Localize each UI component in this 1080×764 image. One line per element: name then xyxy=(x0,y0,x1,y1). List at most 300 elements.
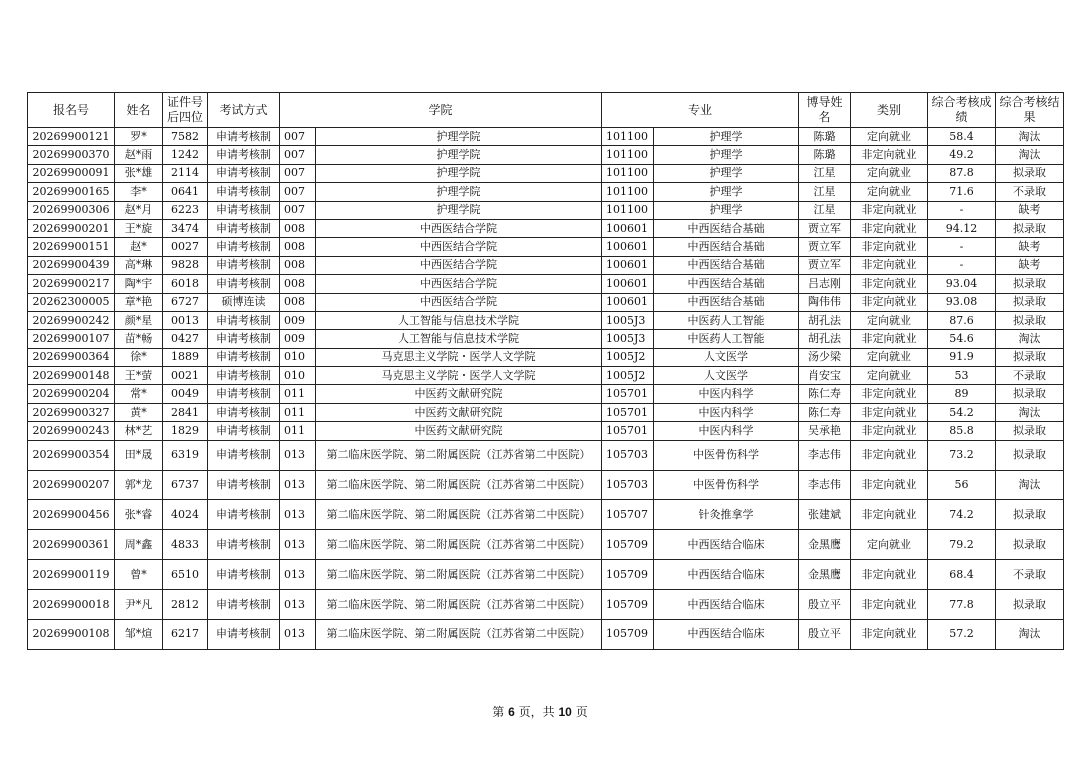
table-row xyxy=(28,275,1064,293)
cell-method: 申请考核制 xyxy=(208,590,280,620)
cell-name: 赵* xyxy=(115,238,163,256)
cell-score: 49.2 xyxy=(928,146,996,164)
cell-major-code: 100601 xyxy=(602,293,654,311)
cell-college: 护理学院 xyxy=(316,164,602,182)
cell-id: 20269900242 xyxy=(28,311,115,329)
cell-method: 申请考核制 xyxy=(208,500,280,530)
cell-advisor: 江星 xyxy=(799,164,851,182)
cell-score: 79.2 xyxy=(928,530,996,560)
cell-advisor: 陈仁寿 xyxy=(799,403,851,421)
table-row xyxy=(28,238,1064,256)
cell-major-code: 1005J2 xyxy=(602,367,654,385)
cell-major-code: 105701 xyxy=(602,422,654,440)
table-row xyxy=(28,146,1064,164)
cell-major-code: 100601 xyxy=(602,238,654,256)
cell-advisor: 陈璐 xyxy=(799,146,851,164)
cell-major-code: 1005J2 xyxy=(602,348,654,366)
cell-method: 申请考核制 xyxy=(208,201,280,219)
cell-method: 申请考核制 xyxy=(208,422,280,440)
footer-prefix: 第 xyxy=(492,705,505,719)
cell-advisor: 陈璐 xyxy=(799,128,851,146)
cell-id: 20269900018 xyxy=(28,590,115,620)
cell-major: 中医内科学 xyxy=(654,385,799,403)
cell-major: 人文医学 xyxy=(654,367,799,385)
cell-result: 拟录取 xyxy=(996,275,1064,293)
cell-name: 颜*星 xyxy=(115,311,163,329)
table-row xyxy=(28,348,1064,366)
cell-major: 中西医结合临床 xyxy=(654,530,799,560)
cell-college: 中医药文献研究院 xyxy=(316,403,602,421)
cell-id: 20269900354 xyxy=(28,440,115,470)
cell-method: 申请考核制 xyxy=(208,238,280,256)
cell-college-code: 013 xyxy=(280,619,316,649)
cell-major: 中西医结合基础 xyxy=(654,238,799,256)
cell-score: 85.8 xyxy=(928,422,996,440)
cell-id: 20269900091 xyxy=(28,164,115,182)
cell-advisor: 贾立军 xyxy=(799,219,851,237)
cell-category: 非定向就业 xyxy=(851,293,928,311)
cell-college-code: 011 xyxy=(280,385,316,403)
cell-advisor: 金黑鹰 xyxy=(799,560,851,590)
table-row xyxy=(28,311,1064,329)
cell-advisor: 肖安宝 xyxy=(799,367,851,385)
table-row xyxy=(28,367,1064,385)
cell-major-code: 101100 xyxy=(602,128,654,146)
cell-result: 缺考 xyxy=(996,238,1064,256)
cell-category: 非定向就业 xyxy=(851,146,928,164)
cell-college: 第二临床医学院、第二附属医院（江苏省第二中医院） xyxy=(316,500,602,530)
cell-result: 拟录取 xyxy=(996,422,1064,440)
cell-major-code: 105701 xyxy=(602,385,654,403)
table-row xyxy=(28,293,1064,311)
cell-college-code: 013 xyxy=(280,560,316,590)
table-row xyxy=(28,403,1064,421)
cell-id: 20262300005 xyxy=(28,293,115,311)
cell-category: 非定向就业 xyxy=(851,201,928,219)
cell-category: 非定向就业 xyxy=(851,560,928,590)
cell-advisor: 江星 xyxy=(799,201,851,219)
cell-id: 20269900327 xyxy=(28,403,115,421)
cell-college: 中西医结合学院 xyxy=(316,219,602,237)
cell-college-code: 008 xyxy=(280,219,316,237)
table-row xyxy=(28,330,1064,348)
cell-method: 申请考核制 xyxy=(208,560,280,590)
cell-advisor: 江星 xyxy=(799,183,851,201)
cell-result: 拟录取 xyxy=(996,219,1064,237)
cell-id: 20269900217 xyxy=(28,275,115,293)
cell-major: 中西医结合基础 xyxy=(654,256,799,274)
cell-result: 缺考 xyxy=(996,256,1064,274)
cell-college: 护理学院 xyxy=(316,183,602,201)
cell-major-code: 105703 xyxy=(602,440,654,470)
cell-major: 中医骨伤科学 xyxy=(654,470,799,500)
cell-college-code: 009 xyxy=(280,311,316,329)
cell-cert: 1889 xyxy=(163,348,208,366)
cell-major-code: 101100 xyxy=(602,146,654,164)
cell-major-code: 105709 xyxy=(602,590,654,620)
cell-score: 77.8 xyxy=(928,590,996,620)
cell-major: 针灸推拿学 xyxy=(654,500,799,530)
cell-college: 护理学院 xyxy=(316,146,602,164)
cell-name: 苗*畅 xyxy=(115,330,163,348)
cell-name: 高*琳 xyxy=(115,256,163,274)
cell-major-code: 105709 xyxy=(602,560,654,590)
cell-major-code: 105709 xyxy=(602,619,654,649)
header-result: 综合考核结果 xyxy=(996,93,1064,128)
cell-major: 中医药人工智能 xyxy=(654,311,799,329)
cell-id: 20269900151 xyxy=(28,238,115,256)
cell-advisor: 吕志刚 xyxy=(799,275,851,293)
cell-major: 中西医结合基础 xyxy=(654,293,799,311)
cell-category: 非定向就业 xyxy=(851,422,928,440)
cell-advisor: 李志伟 xyxy=(799,470,851,500)
cell-cert: 1829 xyxy=(163,422,208,440)
cell-college-code: 008 xyxy=(280,293,316,311)
cell-name: 常* xyxy=(115,385,163,403)
cell-college-code: 011 xyxy=(280,403,316,421)
cell-advisor: 贾立军 xyxy=(799,238,851,256)
cell-major-code: 105703 xyxy=(602,470,654,500)
cell-cert: 6510 xyxy=(163,560,208,590)
cell-category: 非定向就业 xyxy=(851,619,928,649)
header-major: 专业 xyxy=(602,93,799,128)
cell-advisor: 殷立平 xyxy=(799,590,851,620)
cell-result: 不录取 xyxy=(996,367,1064,385)
cell-major: 中西医结合临床 xyxy=(654,560,799,590)
header-category: 类别 xyxy=(851,93,928,128)
cell-cert: 0021 xyxy=(163,367,208,385)
cell-college: 马克思主义学院・医学人文学院 xyxy=(316,367,602,385)
cell-score: - xyxy=(928,238,996,256)
cell-name: 邹*煊 xyxy=(115,619,163,649)
cell-method: 申请考核制 xyxy=(208,183,280,201)
cell-name: 尹*凡 xyxy=(115,590,163,620)
cell-college-code: 007 xyxy=(280,128,316,146)
cell-name: 王*旋 xyxy=(115,219,163,237)
cell-advisor: 李志伟 xyxy=(799,440,851,470)
cell-college-code: 009 xyxy=(280,330,316,348)
cell-result: 淘汰 xyxy=(996,128,1064,146)
cell-cert: 4024 xyxy=(163,500,208,530)
page-footer xyxy=(0,703,1080,720)
cell-name: 王*萤 xyxy=(115,367,163,385)
cell-advisor: 殷立平 xyxy=(799,619,851,649)
cell-category: 定向就业 xyxy=(851,128,928,146)
cell-category: 定向就业 xyxy=(851,183,928,201)
cell-major-code: 1005J3 xyxy=(602,311,654,329)
cell-score: - xyxy=(928,256,996,274)
cell-advisor: 吴承艳 xyxy=(799,422,851,440)
cell-cert: 6223 xyxy=(163,201,208,219)
cell-score: 56 xyxy=(928,470,996,500)
cell-id: 20269900456 xyxy=(28,500,115,530)
cell-score: 94.12 xyxy=(928,219,996,237)
cell-name: 林*艺 xyxy=(115,422,163,440)
cell-id: 20269900201 xyxy=(28,219,115,237)
cell-college-code: 013 xyxy=(280,440,316,470)
cell-college: 第二临床医学院、第二附属医院（江苏省第二中医院） xyxy=(316,560,602,590)
cell-score: 93.08 xyxy=(928,293,996,311)
cell-result: 拟录取 xyxy=(996,385,1064,403)
cell-id: 20269900148 xyxy=(28,367,115,385)
cell-category: 非定向就业 xyxy=(851,219,928,237)
cell-method: 申请考核制 xyxy=(208,164,280,182)
cell-college: 中医药文献研究院 xyxy=(316,385,602,403)
cell-category: 非定向就业 xyxy=(851,440,928,470)
cell-id: 20269900439 xyxy=(28,256,115,274)
cell-category: 非定向就业 xyxy=(851,470,928,500)
cell-name: 田*晟 xyxy=(115,440,163,470)
cell-method: 申请考核制 xyxy=(208,440,280,470)
cell-score: 73.2 xyxy=(928,440,996,470)
cell-method: 申请考核制 xyxy=(208,330,280,348)
cell-cert: 6319 xyxy=(163,440,208,470)
cell-category: 非定向就业 xyxy=(851,256,928,274)
cell-id: 20269900107 xyxy=(28,330,115,348)
cell-college-code: 007 xyxy=(280,201,316,219)
cell-method: 申请考核制 xyxy=(208,219,280,237)
cell-major-code: 100601 xyxy=(602,275,654,293)
cell-result: 不录取 xyxy=(996,183,1064,201)
cell-cert: 6727 xyxy=(163,293,208,311)
header-cert: 证件号后四位 xyxy=(163,93,208,128)
cell-result: 拟录取 xyxy=(996,293,1064,311)
cell-college: 中西医结合学院 xyxy=(316,256,602,274)
cell-advisor: 汤少梁 xyxy=(799,348,851,366)
cell-college-code: 007 xyxy=(280,146,316,164)
cell-major: 中医骨伤科学 xyxy=(654,440,799,470)
cell-major: 人文医学 xyxy=(654,348,799,366)
cell-cert: 3474 xyxy=(163,219,208,237)
cell-cert: 0427 xyxy=(163,330,208,348)
cell-advisor: 贾立军 xyxy=(799,256,851,274)
cell-college: 护理学院 xyxy=(316,128,602,146)
cell-major: 护理学 xyxy=(654,183,799,201)
cell-major: 中医内科学 xyxy=(654,422,799,440)
table-header-row xyxy=(28,93,1064,128)
cell-method: 申请考核制 xyxy=(208,128,280,146)
cell-name: 张*雄 xyxy=(115,164,163,182)
cell-score: 87.6 xyxy=(928,311,996,329)
cell-result: 淘汰 xyxy=(996,146,1064,164)
cell-major: 护理学 xyxy=(654,201,799,219)
table-row xyxy=(28,201,1064,219)
cell-college: 护理学院 xyxy=(316,201,602,219)
cell-cert: 2812 xyxy=(163,590,208,620)
table-row xyxy=(28,470,1064,500)
cell-score: 54.2 xyxy=(928,403,996,421)
cell-result: 拟录取 xyxy=(996,500,1064,530)
cell-cert: 0013 xyxy=(163,311,208,329)
table-row xyxy=(28,530,1064,560)
table-row xyxy=(28,422,1064,440)
cell-method: 申请考核制 xyxy=(208,275,280,293)
cell-category: 定向就业 xyxy=(851,530,928,560)
cell-cert: 1242 xyxy=(163,146,208,164)
cell-college-code: 013 xyxy=(280,500,316,530)
cell-college: 第二临床医学院、第二附属医院（江苏省第二中医院） xyxy=(316,530,602,560)
cell-score: 74.2 xyxy=(928,500,996,530)
cell-major: 中西医结合基础 xyxy=(654,275,799,293)
table-row xyxy=(28,183,1064,201)
cell-score: 87.8 xyxy=(928,164,996,182)
cell-method: 申请考核制 xyxy=(208,470,280,500)
cell-method: 申请考核制 xyxy=(208,146,280,164)
cell-name: 曾* xyxy=(115,560,163,590)
cell-cert: 6217 xyxy=(163,619,208,649)
cell-name: 张*睿 xyxy=(115,500,163,530)
cell-advisor: 陈仁寿 xyxy=(799,385,851,403)
table-row xyxy=(28,560,1064,590)
cell-result: 拟录取 xyxy=(996,440,1064,470)
cell-name: 赵*雨 xyxy=(115,146,163,164)
table-row xyxy=(28,256,1064,274)
cell-score: 57.2 xyxy=(928,619,996,649)
cell-score: 54.6 xyxy=(928,330,996,348)
cell-cert: 2841 xyxy=(163,403,208,421)
cell-college: 人工智能与信息技术学院 xyxy=(316,311,602,329)
cell-cert: 0641 xyxy=(163,183,208,201)
cell-college: 中医药文献研究院 xyxy=(316,422,602,440)
cell-score: - xyxy=(928,201,996,219)
cell-name: 赵*月 xyxy=(115,201,163,219)
cell-result: 不录取 xyxy=(996,560,1064,590)
cell-id: 20269900119 xyxy=(28,560,115,590)
cell-category: 定向就业 xyxy=(851,311,928,329)
cell-name: 陶*宇 xyxy=(115,275,163,293)
table-row xyxy=(28,219,1064,237)
cell-name: 章*艳 xyxy=(115,293,163,311)
header-score: 综合考核成绩 xyxy=(928,93,996,128)
cell-major-code: 100601 xyxy=(602,256,654,274)
cell-category: 定向就业 xyxy=(851,348,928,366)
cell-score: 68.4 xyxy=(928,560,996,590)
cell-name: 周*鑫 xyxy=(115,530,163,560)
cell-method: 申请考核制 xyxy=(208,367,280,385)
cell-college: 中西医结合学院 xyxy=(316,238,602,256)
table-row xyxy=(28,164,1064,182)
cell-cert: 0049 xyxy=(163,385,208,403)
cell-cert: 7582 xyxy=(163,128,208,146)
cell-name: 黄* xyxy=(115,403,163,421)
cell-advisor: 金黑鹰 xyxy=(799,530,851,560)
footer-total-pages: 10 xyxy=(558,705,572,719)
cell-major: 护理学 xyxy=(654,164,799,182)
cell-result: 缺考 xyxy=(996,201,1064,219)
cell-category: 非定向就业 xyxy=(851,330,928,348)
cell-result: 淘汰 xyxy=(996,619,1064,649)
cell-result: 拟录取 xyxy=(996,348,1064,366)
cell-name: 郭*龙 xyxy=(115,470,163,500)
cell-advisor: 胡孔法 xyxy=(799,330,851,348)
cell-college-code: 013 xyxy=(280,590,316,620)
cell-category: 非定向就业 xyxy=(851,275,928,293)
cell-college-code: 010 xyxy=(280,367,316,385)
cell-college: 马克思主义学院・医学人文学院 xyxy=(316,348,602,366)
footer-middle: 页，共 xyxy=(518,705,555,719)
cell-cert: 0027 xyxy=(163,238,208,256)
cell-category: 定向就业 xyxy=(851,367,928,385)
cell-id: 20269900370 xyxy=(28,146,115,164)
cell-major-code: 101100 xyxy=(602,183,654,201)
cell-major: 中医药人工智能 xyxy=(654,330,799,348)
cell-major-code: 1005J3 xyxy=(602,330,654,348)
cell-method: 申请考核制 xyxy=(208,385,280,403)
cell-score: 89 xyxy=(928,385,996,403)
cell-college-code: 007 xyxy=(280,183,316,201)
footer-suffix: 页 xyxy=(575,705,588,719)
cell-major: 中西医结合临床 xyxy=(654,619,799,649)
cell-category: 非定向就业 xyxy=(851,403,928,421)
cell-name: 罗* xyxy=(115,128,163,146)
cell-score: 91.9 xyxy=(928,348,996,366)
cell-method: 申请考核制 xyxy=(208,256,280,274)
cell-college: 中西医结合学院 xyxy=(316,275,602,293)
header-method: 考试方式 xyxy=(208,93,280,128)
cell-college: 第二临床医学院、第二附属医院（江苏省第二中医院） xyxy=(316,619,602,649)
cell-major-code: 105701 xyxy=(602,403,654,421)
cell-id: 20269900243 xyxy=(28,422,115,440)
cell-major-code: 105709 xyxy=(602,530,654,560)
table-row xyxy=(28,385,1064,403)
cell-score: 93.04 xyxy=(928,275,996,293)
cell-major: 中西医结合临床 xyxy=(654,590,799,620)
cell-advisor: 胡孔法 xyxy=(799,311,851,329)
cell-advisor: 张建斌 xyxy=(799,500,851,530)
cell-result: 拟录取 xyxy=(996,530,1064,560)
cell-id: 20269900361 xyxy=(28,530,115,560)
cell-category: 非定向就业 xyxy=(851,590,928,620)
cell-category: 非定向就业 xyxy=(851,385,928,403)
cell-result: 拟录取 xyxy=(996,590,1064,620)
cell-id: 20269900165 xyxy=(28,183,115,201)
cell-college: 第二临床医学院、第二附属医院（江苏省第二中医院） xyxy=(316,440,602,470)
cell-method: 硕博连读 xyxy=(208,293,280,311)
cell-college-code: 010 xyxy=(280,348,316,366)
cell-method: 申请考核制 xyxy=(208,403,280,421)
cell-college: 第二临床医学院、第二附属医院（江苏省第二中医院） xyxy=(316,590,602,620)
header-id: 报名号 xyxy=(28,93,115,128)
header-college: 学院 xyxy=(280,93,602,128)
cell-college-code: 008 xyxy=(280,275,316,293)
cell-major-code: 101100 xyxy=(602,201,654,219)
cell-major-code: 101100 xyxy=(602,164,654,182)
table-row xyxy=(28,128,1064,146)
cell-category: 非定向就业 xyxy=(851,500,928,530)
cell-id: 20269900207 xyxy=(28,470,115,500)
cell-cert: 4833 xyxy=(163,530,208,560)
cell-result: 拟录取 xyxy=(996,311,1064,329)
cell-method: 申请考核制 xyxy=(208,348,280,366)
cell-cert: 6018 xyxy=(163,275,208,293)
admission-results-table xyxy=(27,92,1064,650)
cell-method: 申请考核制 xyxy=(208,619,280,649)
cell-major: 护理学 xyxy=(654,128,799,146)
cell-advisor: 陶伟伟 xyxy=(799,293,851,311)
cell-result: 淘汰 xyxy=(996,330,1064,348)
cell-college-code: 008 xyxy=(280,238,316,256)
cell-college-code: 007 xyxy=(280,164,316,182)
cell-cert: 9828 xyxy=(163,256,208,274)
cell-category: 定向就业 xyxy=(851,164,928,182)
cell-major: 中医内科学 xyxy=(654,403,799,421)
cell-college-code: 011 xyxy=(280,422,316,440)
cell-name: 徐* xyxy=(115,348,163,366)
cell-id: 20269900121 xyxy=(28,128,115,146)
cell-id: 20269900108 xyxy=(28,619,115,649)
cell-result: 淘汰 xyxy=(996,470,1064,500)
cell-id: 20269900364 xyxy=(28,348,115,366)
